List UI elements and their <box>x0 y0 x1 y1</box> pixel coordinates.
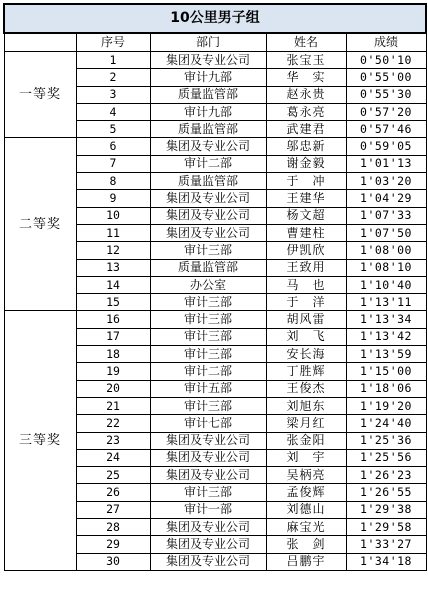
name-cell: 伊凯欣 <box>266 242 346 259</box>
time-cell: 1'08'00 <box>346 242 426 259</box>
award-cell: 一等奖 <box>4 52 76 138</box>
department-cell: 质量监管部 <box>150 86 266 103</box>
time-cell: 0'59'05 <box>346 138 426 155</box>
table-row <box>4 138 426 155</box>
row-number-cell: 20 <box>76 380 150 397</box>
row-number-cell: 18 <box>76 346 150 363</box>
department-cell: 集团及专业公司 <box>150 432 266 449</box>
name-cell: 王建华 <box>266 190 346 207</box>
name-cell: 刘德山 <box>266 501 346 518</box>
department-cell: 审计九部 <box>150 103 266 120</box>
department-cell: 审计七部 <box>150 415 266 432</box>
name-cell: 胡风雷 <box>266 311 346 328</box>
name-cell: 曹建柱 <box>266 224 346 241</box>
name-cell: 梁月红 <box>266 415 346 432</box>
table-row <box>4 52 426 69</box>
table-title: 10公里男子组 <box>4 4 426 33</box>
time-cell: 0'57'20 <box>346 103 426 120</box>
name-cell: 安长海 <box>266 346 346 363</box>
department-cell: 质量监管部 <box>150 173 266 190</box>
name-cell: 吕鹏宇 <box>266 553 346 570</box>
department-cell: 审计三部 <box>150 397 266 414</box>
department-cell: 集团及专业公司 <box>150 536 266 553</box>
award-cell: 三等奖 <box>4 311 76 570</box>
row-number-cell: 15 <box>76 294 150 311</box>
time-cell: 0'55'30 <box>346 86 426 103</box>
row-number-cell: 29 <box>76 536 150 553</box>
department-cell: 审计二部 <box>150 363 266 380</box>
header-award <box>4 33 76 52</box>
row-number-cell: 4 <box>76 103 150 120</box>
name-cell: 邬忠新 <box>266 138 346 155</box>
row-number-cell: 17 <box>76 328 150 345</box>
row-number-cell: 12 <box>76 242 150 259</box>
row-number-cell: 7 <box>76 155 150 172</box>
department-cell: 集团及专业公司 <box>150 449 266 466</box>
department-cell: 集团及专业公司 <box>150 138 266 155</box>
department-cell: 集团及专业公司 <box>150 224 266 241</box>
time-cell: 1'25'36 <box>346 432 426 449</box>
department-cell: 集团及专业公司 <box>150 519 266 536</box>
name-cell: 刘 飞 <box>266 328 346 345</box>
time-cell: 1'10'40 <box>346 276 426 293</box>
row-number-cell: 16 <box>76 311 150 328</box>
row-number-cell: 26 <box>76 484 150 501</box>
name-cell: 张金阳 <box>266 432 346 449</box>
name-cell: 麻宝光 <box>266 519 346 536</box>
name-cell: 张宝玉 <box>266 52 346 69</box>
time-cell: 1'04'29 <box>346 190 426 207</box>
row-number-cell: 10 <box>76 207 150 224</box>
results-table <box>3 3 427 571</box>
row-number-cell: 23 <box>76 432 150 449</box>
name-cell: 刘 宇 <box>266 449 346 466</box>
time-cell: 1'13'34 <box>346 311 426 328</box>
time-cell: 1'13'11 <box>346 294 426 311</box>
time-cell: 1'29'58 <box>346 519 426 536</box>
time-cell: 1'34'18 <box>346 553 426 570</box>
row-number-cell: 24 <box>76 449 150 466</box>
header-row <box>4 33 426 52</box>
name-cell: 王俊杰 <box>266 380 346 397</box>
name-cell: 孟俊辉 <box>266 484 346 501</box>
name-cell: 武建君 <box>266 121 346 138</box>
time-cell: 1'29'38 <box>346 501 426 518</box>
department-cell: 审计三部 <box>150 242 266 259</box>
time-cell: 0'55'00 <box>346 69 426 86</box>
name-cell: 于 洋 <box>266 294 346 311</box>
row-number-cell: 22 <box>76 415 150 432</box>
name-cell: 马 也 <box>266 276 346 293</box>
department-cell: 审计五部 <box>150 380 266 397</box>
name-cell: 杨文超 <box>266 207 346 224</box>
time-cell: 1'01'13 <box>346 155 426 172</box>
department-cell: 审计九部 <box>150 69 266 86</box>
row-number-cell: 13 <box>76 259 150 276</box>
title-row <box>4 4 426 33</box>
row-number-cell: 28 <box>76 519 150 536</box>
time-cell: 1'25'56 <box>346 449 426 466</box>
department-cell: 集团及专业公司 <box>150 52 266 69</box>
time-cell: 0'50'10 <box>346 52 426 69</box>
name-cell: 吴柄亮 <box>266 467 346 484</box>
header-number: 序号 <box>76 33 150 52</box>
name-cell: 丁胜辉 <box>266 363 346 380</box>
award-cell: 二等奖 <box>4 138 76 311</box>
row-number-cell: 30 <box>76 553 150 570</box>
row-number-cell: 5 <box>76 121 150 138</box>
department-cell: 审计三部 <box>150 484 266 501</box>
department-cell: 审计二部 <box>150 155 266 172</box>
department-cell: 办公室 <box>150 276 266 293</box>
row-number-cell: 3 <box>76 86 150 103</box>
row-number-cell: 14 <box>76 276 150 293</box>
department-cell: 集团及专业公司 <box>150 207 266 224</box>
name-cell: 谢金毅 <box>266 155 346 172</box>
row-number-cell: 25 <box>76 467 150 484</box>
time-cell: 1'08'10 <box>346 259 426 276</box>
department-cell: 集团及专业公司 <box>150 467 266 484</box>
time-cell: 1'33'27 <box>346 536 426 553</box>
name-cell: 赵永贵 <box>266 86 346 103</box>
time-cell: 1'24'40 <box>346 415 426 432</box>
name-cell: 华 实 <box>266 69 346 86</box>
row-number-cell: 6 <box>76 138 150 155</box>
time-cell: 1'03'20 <box>346 173 426 190</box>
row-number-cell: 8 <box>76 173 150 190</box>
name-cell: 王致用 <box>266 259 346 276</box>
department-cell: 审计三部 <box>150 328 266 345</box>
table-row <box>4 311 426 328</box>
header-name: 姓名 <box>266 33 346 52</box>
name-cell: 刘旭东 <box>266 397 346 414</box>
time-cell: 1'15'00 <box>346 363 426 380</box>
department-cell: 集团及专业公司 <box>150 190 266 207</box>
department-cell: 集团及专业公司 <box>150 553 266 570</box>
row-number-cell: 19 <box>76 363 150 380</box>
header-time: 成绩 <box>346 33 426 52</box>
name-cell: 于 冲 <box>266 173 346 190</box>
name-cell: 张 剑 <box>266 536 346 553</box>
time-cell: 1'13'42 <box>346 328 426 345</box>
department-cell: 质量监管部 <box>150 121 266 138</box>
row-number-cell: 27 <box>76 501 150 518</box>
results-table-body <box>4 4 426 570</box>
time-cell: 1'07'33 <box>346 207 426 224</box>
row-number-cell: 9 <box>76 190 150 207</box>
row-number-cell: 1 <box>76 52 150 69</box>
row-number-cell: 21 <box>76 397 150 414</box>
time-cell: 1'26'23 <box>346 467 426 484</box>
time-cell: 0'57'46 <box>346 121 426 138</box>
department-cell: 审计一部 <box>150 501 266 518</box>
department-cell: 审计三部 <box>150 294 266 311</box>
row-number-cell: 2 <box>76 69 150 86</box>
time-cell: 1'07'50 <box>346 224 426 241</box>
department-cell: 审计三部 <box>150 346 266 363</box>
row-number-cell: 11 <box>76 224 150 241</box>
name-cell: 葛永亮 <box>266 103 346 120</box>
time-cell: 1'26'55 <box>346 484 426 501</box>
department-cell: 质量监管部 <box>150 259 266 276</box>
department-cell: 审计三部 <box>150 311 266 328</box>
time-cell: 1'19'20 <box>346 397 426 414</box>
time-cell: 1'13'59 <box>346 346 426 363</box>
time-cell: 1'18'06 <box>346 380 426 397</box>
header-department: 部门 <box>150 33 266 52</box>
